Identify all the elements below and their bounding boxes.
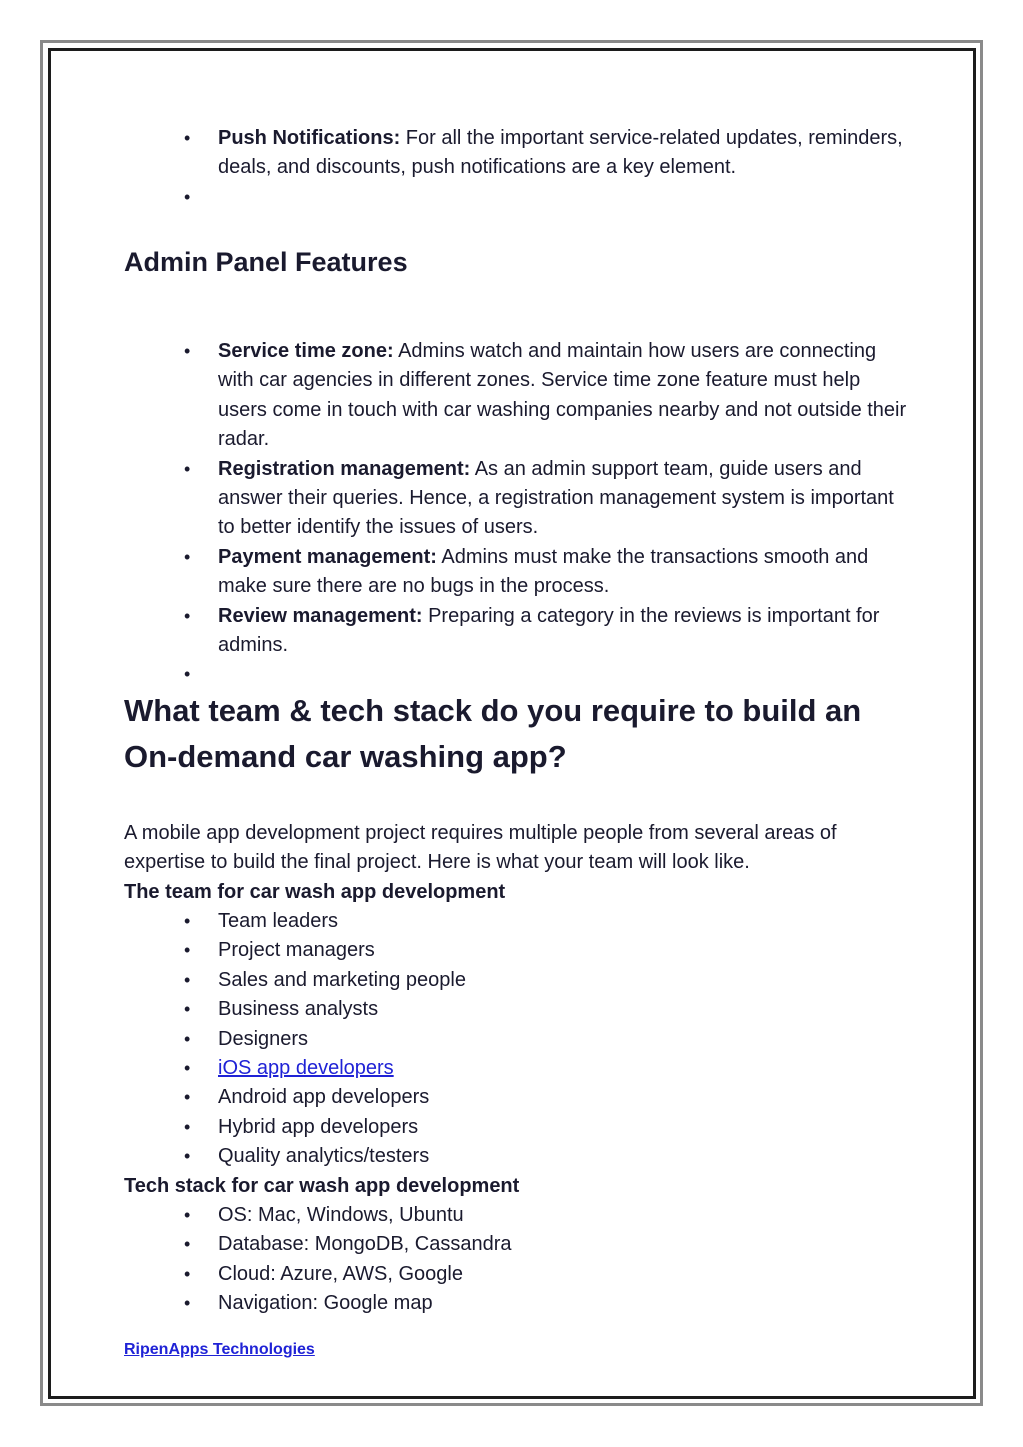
main-heading: What team & tech stack do you require to build an On-demand car washing app? [124,693,862,774]
list-item [124,124,914,183]
item-text: Admins must make the transactions smooth and make sure there are no bugs in the process. [218,545,869,598]
item-title: Payment management: [218,545,437,568]
list-item: • Sales and marketing people [124,966,914,995]
team-list [124,907,914,1172]
list-item: • Project managers [124,936,914,965]
list-item [124,543,914,602]
item-text: Preparing a category in the reviews is important for admins. [218,604,880,657]
list-item: • Hybrid app developers [124,1113,914,1142]
empty-list-item [124,660,914,689]
admin-panel-heading: Admin Panel Features [124,247,408,277]
list-item: • Android app developers [124,1083,914,1112]
item-text: Admins watch and maintain how users are connecting with car agencies in different zones. Service time zone feature must help users come in touch with car washing companies nearby and not outside their radar. [218,340,907,451]
list-item: • Team leaders [124,907,914,936]
list-item: • Cloud: Azure, AWS, Google [124,1260,914,1289]
empty-list-item [124,183,914,212]
list-item [124,455,914,543]
list-item [124,602,914,661]
list-item: • Navigation: Google map [124,1289,914,1318]
item-title: Review management: [218,604,423,627]
item-title: Registration management: [218,457,471,480]
admin-features-list [124,337,914,690]
tech-list [124,1201,914,1319]
list-item: • Business analysts [124,995,914,1024]
tech-heading: Tech stack for car wash app development [124,1175,520,1197]
team-heading: The team for car wash app development [124,881,506,903]
footer-company-link[interactable]: RipenApps Technologies [124,1341,315,1358]
list-item [124,337,914,455]
item-title: Service time zone: [218,340,394,362]
list-item [124,1054,914,1083]
list-item: • Quality analytics/testers [124,1142,914,1171]
list-item: • OS: Mac, Windows, Ubuntu [124,1201,914,1230]
item-title: Push Notifications: [218,127,401,149]
intro-paragraph: A mobile app development project requires multiple people from several areas of expertise to build the final project. Here is what your team will look like. [124,822,837,874]
list-item: • Database: MongoDB, Cassandra [124,1230,914,1259]
ios-developers-link[interactable]: iOS app developers [218,1057,394,1080]
list-item: • Designers [124,1025,914,1054]
item-text: For all the important service-related updates, reminders, deals, and discounts, push notifications are a key element. [218,127,903,179]
push-list [124,124,914,212]
item-text: As an admin support team, guide users and answer their queries. Hence, a registration management system is important to better identify the issues of users. [218,457,894,539]
